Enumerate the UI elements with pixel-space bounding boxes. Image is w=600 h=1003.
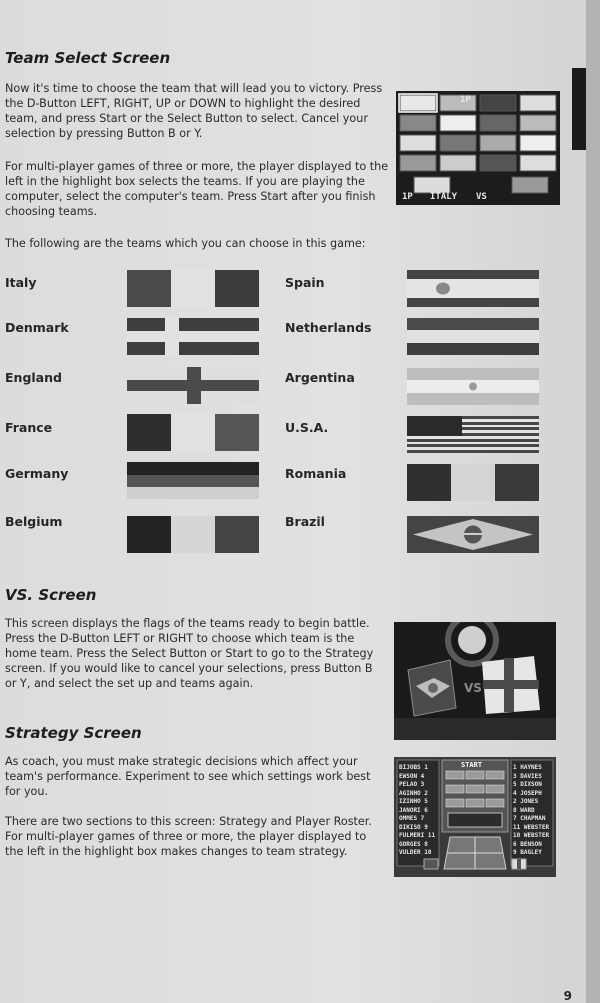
roster-player-name: 6 BENSON — [513, 840, 542, 848]
ss-vs-label: VS — [476, 192, 487, 202]
svg-text:VS: VS — [464, 681, 482, 695]
team-select-para-2: For multi-player games of three or more, the player displayed to the left in the highlight box selects the teams. If you are playing the computer, select the computer's team. Press Start after you finish choosing teams. — [5, 160, 389, 218]
roster-player-name: 5 DIXSON — [513, 781, 542, 788]
france-flag — [127, 414, 259, 451]
team-spain-label: Spain — [285, 275, 325, 290]
spain-flag — [407, 270, 539, 307]
strategy-para-1: As coach, you must make strategic decisions which affect your team's performance. Experiment to see which settings work best for you. — [5, 755, 371, 798]
page-number: 9 — [563, 989, 572, 1003]
roster-player-name: VULDER 10 — [399, 849, 432, 856]
vs-screen-para: This screen displays the flags of the teams ready to begin battle. Press the D-Button LEFT or RIGHT to choose which team is the home team. Press the Select Button or Start to go to the Strategy screen. If you would like to cancel your selections, press Button B or Y, and select the set up and teams again. — [5, 617, 374, 690]
england-flag — [127, 367, 259, 404]
germany-flag — [127, 462, 259, 499]
vs-screen-screenshot — [394, 622, 556, 740]
netherlands-flag — [407, 318, 539, 355]
left-roster — [399, 764, 439, 858]
roster-player-name: JANORI 6 — [399, 806, 428, 814]
team-england-label: England — [5, 370, 62, 385]
roster-player-name: PELAO 3 — [399, 781, 425, 788]
roster-player-name: OMMES 7 — [399, 815, 425, 822]
ss-player-label: 1P — [402, 192, 413, 202]
italy-flag — [127, 270, 259, 307]
strategy-screen-screenshot — [394, 757, 556, 877]
roster-player-name: AGINHO 2 — [399, 789, 428, 797]
team-select-title: Team Select Screen — [5, 49, 171, 67]
romania-flag — [407, 464, 539, 501]
roster-player-name: IZINHO 5 — [399, 798, 428, 805]
roster-player-name: 8 WARD — [513, 806, 535, 814]
usa-flag — [407, 416, 539, 453]
team-germany-label: Germany — [5, 466, 69, 481]
roster-player-name: FULMERI 11 — [399, 832, 436, 839]
ss-1p-label: 1P — [460, 95, 471, 105]
team-usa-label: U.S.A. — [285, 420, 329, 435]
argentina-flag — [407, 368, 539, 405]
team-argentina-label: Argentina — [285, 370, 355, 385]
roster-player-name: 10 WEBSTER — [513, 832, 550, 839]
roster-player-name: DIKISO 9 — [399, 823, 428, 831]
team-belgium-label: Belgium — [5, 514, 63, 529]
roster-player-name: 7 CHAPMAN — [513, 815, 546, 822]
denmark-flag — [127, 318, 259, 355]
chapter-tab — [572, 68, 586, 150]
roster-player-name: 4 JOSEPH — [513, 789, 542, 797]
vs-screen-title: VS. Screen — [5, 586, 97, 604]
team-netherlands-label: Netherlands — [285, 320, 372, 335]
team-romania-label: Romania — [285, 466, 347, 481]
roster-player-name: GORGES 8 — [399, 840, 428, 848]
right-roster — [513, 764, 553, 858]
ss-start-label: START — [461, 761, 483, 769]
roster-player-name: 1 HAYNES — [513, 764, 542, 771]
team-select-para-3: The following are the teams which you can choose in this game: — [5, 237, 366, 250]
team-select-para-1: Now it's time to choose the team that will lead you to victory. Press the D-Button LEFT, RIGHT, UP or DOWN to highlight the desired team, and press Start or the Select Button to select. Cancel your selection by pressing Button B or Y. — [5, 82, 383, 140]
roster-player-name: 3 DAVIES — [513, 772, 542, 780]
roster-player-name: 2 JONES — [513, 798, 539, 805]
roster-player-name: BIJOBS 1 — [399, 764, 428, 771]
team-select-screenshot — [396, 91, 560, 205]
roster-player-name: EWSON 4 — [399, 772, 425, 780]
team-denmark-label: Denmark — [5, 320, 69, 335]
strategy-screen-title: Strategy Screen — [5, 724, 142, 742]
team-brazil-label: Brazil — [285, 514, 325, 529]
brazil-flag — [407, 516, 539, 553]
belgium-flag — [127, 516, 259, 553]
strategy-para-2: There are two sections to this screen: Strategy and Player Roster. For multi-player games of three or more, the player displayed to the left in the highlight box makes changes to team strategy. — [5, 815, 372, 858]
roster-player-name: 9 BAGLEY — [513, 849, 542, 856]
team-italy-label: Italy — [5, 275, 37, 290]
roster-player-name: 11 WEBSTER — [513, 823, 550, 831]
team-france-label: France — [5, 420, 53, 435]
ss-team-label: ITALY — [430, 192, 458, 202]
